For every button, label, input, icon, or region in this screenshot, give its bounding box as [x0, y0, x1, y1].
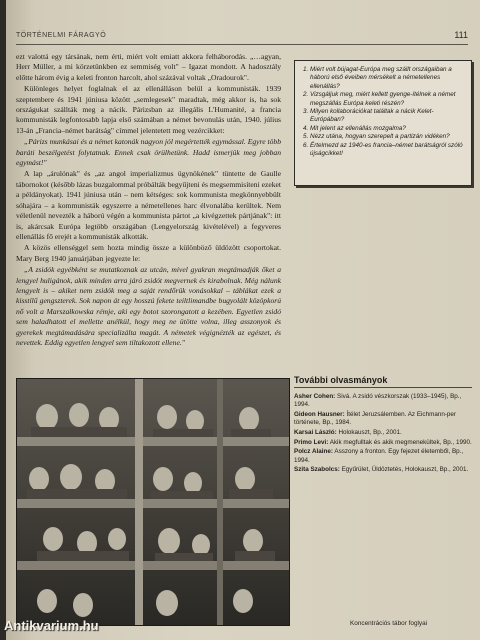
further-reading-title: További olvasmányok [294, 376, 472, 388]
body-paragraph: A lap „árulónak" és „az angol imperializmus ügynökének" tüntette de Gaulle tábornokot (később lázas buzgalommal próbálták begyűjteni és megsemmisíteni ezeket a példányokat). 1941 júniusa után – nem kétséges: sok kommunista megkönnyebbült sóhajára – a kommunisták egyszerre a németellenes harc élvonalába kerültek. Nem véletlenül nevezték a háború végén a kommunista pártot „a kivégzettek pártjának": itt is, akárcsak Európa legtöbb országában (Lengyelország kivételével) a fegyveres ellenállás fő erejét a kommunisták alkották. [16, 169, 281, 241]
body-paragraph: Különleges helyet foglalnak el az ellenálláson belül a kommunisták. 1939 szeptembere és 1941 júniusa között „semlegesek" maradtak, még akkor is, ha sok országukat szállták meg a nácik. Párizsban az illegális L'Humanité, a francia kommunisták legfontosabb lapja első számában a német bevonulás után, 1940. július 13-án „Francia–német barátság" címmel jelentetett meg vezércikket: [16, 84, 281, 135]
reading-item [294, 439, 472, 448]
reading-item [294, 411, 472, 428]
photo-illustration [17, 379, 289, 625]
question-item: 2. Vizsgáljuk meg, miért kellett gyenge-ítélnek a német megszállás Európa keleti részén? [310, 91, 465, 108]
reading-item [294, 393, 472, 410]
quote-paragraph: „Párizs munkásai és a német katonák nagyon jól megértették egymással. Egyre több baráti beszélgetést folytatnak. Ennek csak örülhetünk. Hadd ismerjük meg jobban egymást!" [16, 137, 281, 168]
question-item: 1. Miért volt bújagat-Európa meg szállt országaiban a háború első éveiben mérsékelt a németellenes ellenállás? [310, 66, 465, 91]
reading-item [294, 466, 472, 475]
quote-paragraph: „A zsidók egyébként se mutatkoznak az utcán, mivel gyakran megtámadják őket a lengyel huligánok, akik minden arra járó zsidót megvernek és kirabolnak. Még nálunk lengyelt is – akiket nem zsidók meg a saját rendőrük vonásokkal – táblákat ezek a kisstílű gengszterek. Sok napon át egy hosszú fekete teiltlimandbe bugyolált közöpkorú nő volt a Marszałkowska rémje, aki egy botot szorongatott a kezében. Egyetlen zsidó sem haladhatott el mellette anélkül, hogy meg ne ütötte volna, illeg asszonyok és gyerekek megtámadására specializálta magát. A németek végignézték az egészet, és nevettek. Eddig egyetlen lengyel sem tiltakozott ellene." [16, 265, 281, 347]
reading-work: Egyűrület, Üldöztetés, Holokauszt, Bp., 2001. [341, 466, 469, 474]
page-number: 111 [454, 30, 468, 40]
body-paragraph: A közös ellenséggel sem hozta mindig össze a különböző üldözött csoportokat. Mary Berg 1940 januárjában jegyezte le: [16, 243, 281, 263]
reading-item [294, 448, 472, 465]
body-paragraph: ezt valottá egy társának, nem érti, miért volt emiatt akkora felháborodás. „…agyan, Herr Müller, a mi körzetünkben ez semmiség volt" – Igazat mondott. A hadosztály előtte három évig a keleti fronton harcolt, ahol százával voltak „Oradourok". [16, 52, 281, 82]
reading-work: Holokauszt, Bp., 2001. [338, 428, 402, 436]
questions-list [301, 66, 465, 158]
reading-work: Sivá. A zsidó vészkorszak (1933–1945), Bp., 1994. [294, 392, 462, 409]
section-title: TÖRTÉNELMI FÁRAGYÖ [16, 32, 107, 39]
watermark: Antikvarium.hu [4, 618, 99, 633]
book-page [6, 0, 480, 640]
reading-author: Karsai László: [294, 428, 337, 436]
main-text-column [16, 52, 281, 370]
further-reading-section [294, 376, 472, 516]
page-header [16, 30, 468, 45]
camp-prisoners-photo [16, 378, 290, 626]
reading-author: Szita Szabolcs: [294, 466, 340, 474]
question-item: 3. Milyen kollaborációkat találtak a nácik Kelet-Európában? [310, 108, 465, 125]
reading-author: Asher Cohen: [294, 392, 336, 400]
question-item: 4. Mit jelent az ellenállás mozgalma? [310, 125, 465, 133]
reading-author: Primo Levi: [294, 438, 329, 446]
question-item: 6. Értelmezd az 1940-es francia–német barátságról szóló újságcikket! [310, 142, 465, 159]
reading-work: Akik megfulltak és akik megmenekültek, Bp., 1990. [329, 438, 472, 446]
questions-box [294, 60, 472, 186]
reading-author: Polcz Alaine: [294, 448, 333, 456]
reading-work: Asszony a fronton. Egy fejezet életemből, Bp., 1994. [294, 448, 464, 464]
reading-author: Gideon Hausner: [294, 410, 345, 418]
reading-work: Ítélet Jeruzsálemben. Az Eichmann-per története, Bp., 1984. [294, 410, 457, 427]
question-item: 5. Nézz utána, hogyan szerepelt a partizán vidéken? [310, 133, 465, 141]
photo-caption: Koncentrációs tábor foglyai [350, 620, 428, 627]
reading-item [294, 429, 472, 438]
